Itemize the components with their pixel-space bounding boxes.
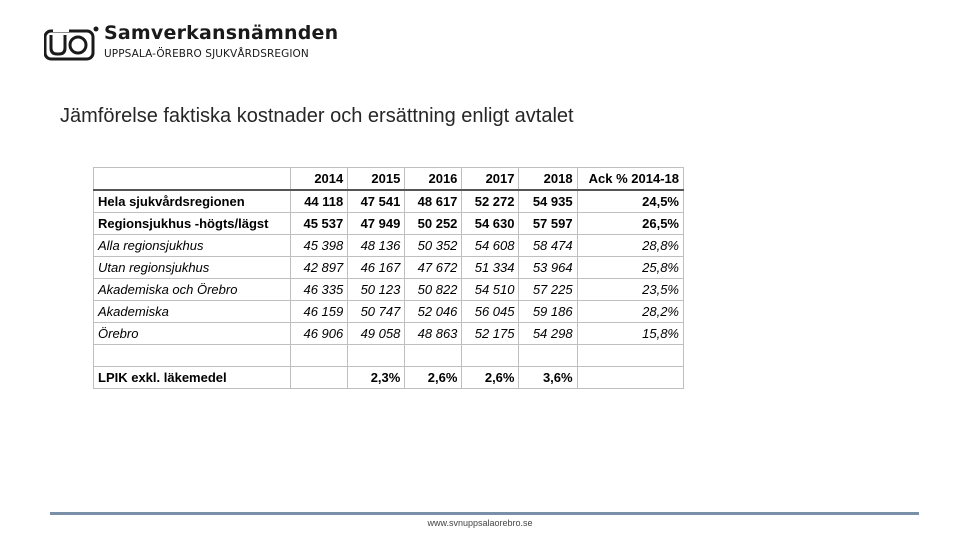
table-cell: 45 398 [291,235,348,257]
table-cell: 46 167 [348,257,405,279]
column-header: 2016 [405,168,462,191]
table-cell: 24,5% [577,190,683,213]
column-header: 2018 [519,168,577,191]
table-cell: 58 474 [519,235,577,257]
table-row [94,345,684,367]
table-cell: 46 335 [291,279,348,301]
table-cell: 28,2% [577,301,683,323]
table-cell: 26,5% [577,213,683,235]
table-cell: 51 334 [462,257,519,279]
table-cell: 52 272 [462,190,519,213]
table-cell: 45 537 [291,213,348,235]
column-header: Ack % 2014-18 [577,168,683,191]
table-cell [405,345,462,367]
table-cell: 2,6% [462,367,519,389]
table-cell [291,367,348,389]
table-cell: 50 352 [405,235,462,257]
table-cell: 25,8% [577,257,683,279]
footer-url: www.svnuppsalaorebro.se [427,518,533,528]
table-cell: 54 510 [462,279,519,301]
column-header: 2015 [348,168,405,191]
table-cell: 23,5% [577,279,683,301]
table-cell: 48 136 [348,235,405,257]
table-cell: 54 298 [519,323,577,345]
table-cell: 47 672 [405,257,462,279]
row-label: Regionsjukhus -högts/lägst [94,213,291,235]
table-cell: 46 159 [291,301,348,323]
table-cell: 52 175 [462,323,519,345]
table-cell: 48 863 [405,323,462,345]
cost-comparison-table [93,167,684,389]
table-cell [348,345,405,367]
slide-title: Jämförelse faktiska kostnader och ersättning enligt avtalet [60,105,574,127]
table-row [94,367,684,389]
table-cell: 46 906 [291,323,348,345]
table-cell: 54 608 [462,235,519,257]
table-cell: 53 964 [519,257,577,279]
table-cell: 3,6% [519,367,577,389]
table-cell [577,367,683,389]
table-row [94,190,684,213]
row-label: Akademiska [94,301,291,323]
table-cell [462,345,519,367]
table-cell [291,345,348,367]
samverkansnamnden-logo-icon [44,24,100,62]
row-label: Akademiska och Örebro [94,279,291,301]
row-label: Örebro [94,323,291,345]
table-cell: 50 252 [405,213,462,235]
table-cell: 47 949 [348,213,405,235]
table-row [94,213,684,235]
table-cell: 44 118 [291,190,348,213]
row-label [94,345,291,367]
table-row [94,279,684,301]
table-row [94,323,684,345]
row-label: Utan regionsjukhus [94,257,291,279]
logo-name: Samverkansnämnden [104,22,339,44]
column-header [94,168,291,191]
table-cell: 54 935 [519,190,577,213]
table-cell [577,345,683,367]
table-cell: 42 897 [291,257,348,279]
table-cell: 59 186 [519,301,577,323]
table-cell: 15,8% [577,323,683,345]
table-cell: 28,8% [577,235,683,257]
table-cell: 50 747 [348,301,405,323]
footer-divider [50,512,919,515]
table-cell: 54 630 [462,213,519,235]
table-row [94,235,684,257]
logo-subtitle: UPPSALA-ÖREBRO SJUKVÅRDSREGION [104,48,309,60]
column-header: 2014 [291,168,348,191]
table-cell: 50 822 [405,279,462,301]
table-header-row [94,168,684,191]
table-cell: 2,6% [405,367,462,389]
row-label: Hela sjukvårdsregionen [94,190,291,213]
table-cell: 49 058 [348,323,405,345]
table-row [94,257,684,279]
table-cell: 57 225 [519,279,577,301]
row-label: LPIK exkl. läkemedel [94,367,291,389]
table-cell: 47 541 [348,190,405,213]
table-cell: 48 617 [405,190,462,213]
row-label: Alla regionsjukhus [94,235,291,257]
table-cell: 56 045 [462,301,519,323]
table-cell: 2,3% [348,367,405,389]
table-cell: 57 597 [519,213,577,235]
table-cell [519,345,577,367]
table-cell: 52 046 [405,301,462,323]
column-header: 2017 [462,168,519,191]
table-row [94,301,684,323]
table-cell: 50 123 [348,279,405,301]
